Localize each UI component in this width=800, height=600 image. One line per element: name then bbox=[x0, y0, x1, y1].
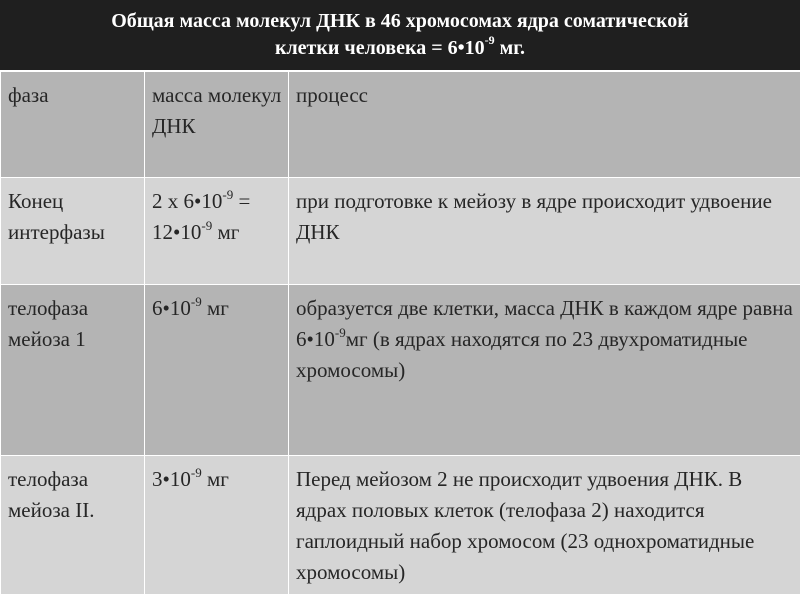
mass-text: = 12•10 bbox=[152, 189, 251, 244]
header-mass: масса молекул ДНК bbox=[145, 72, 289, 178]
cell-phase: телофаза мейоза II. bbox=[1, 456, 145, 595]
slide-title bbox=[0, 0, 800, 70]
mass-unit: мг bbox=[201, 296, 229, 320]
cell-process: при подготовке к мейозу в ядре происходит удвоение ДНК bbox=[289, 178, 800, 285]
cell-process: Перед мейозом 2 не происходит удвоения ДНК. В ядрах половых клеток (телофаза 2) находится гаплоидный набор хромосом (23 однохроматидные хромосомы) bbox=[289, 456, 800, 595]
cell-phase: телофаза мейоза 1 bbox=[1, 285, 145, 456]
cell-mass bbox=[145, 178, 289, 285]
mass-exponent: -9 bbox=[190, 294, 202, 309]
cell-phase: Конец интерфазы bbox=[1, 178, 145, 285]
title-line-2-unit: мг. bbox=[494, 37, 526, 59]
table-header-row bbox=[1, 72, 800, 178]
mass-exponent: -9 bbox=[222, 187, 234, 202]
mass-unit: мг bbox=[212, 220, 240, 244]
mass-text: 6•10 bbox=[152, 296, 191, 320]
process-text: мг (в ядрах находятся по 23 двухроматидные хромосомы) bbox=[296, 327, 748, 382]
mass-exponent: -9 bbox=[201, 218, 213, 233]
mass-exponent: -9 bbox=[190, 465, 202, 480]
title-line-2-text: клетки человека = 6•10 bbox=[274, 37, 485, 59]
cell-mass bbox=[145, 285, 289, 456]
title-line-2 bbox=[275, 35, 525, 62]
table-row bbox=[1, 178, 800, 285]
process-text: образуется две клетки, масса ДНК в каждом ядре равна 6•10 bbox=[296, 296, 793, 351]
mass-text: 3•10 bbox=[152, 467, 191, 491]
mass-unit: мг bbox=[201, 467, 229, 491]
cell-process bbox=[289, 285, 800, 456]
header-phase: фаза bbox=[1, 72, 145, 178]
dna-mass-table bbox=[0, 71, 800, 595]
process-exponent: -9 bbox=[334, 325, 346, 340]
mass-text: 2 х 6•10 bbox=[152, 189, 223, 213]
title-exponent: -9 bbox=[484, 33, 495, 48]
title-line-1: Общая масса молекул ДНК в 46 хромосомах ядра соматической bbox=[111, 10, 689, 32]
header-process: процесс bbox=[289, 72, 800, 178]
cell-mass bbox=[145, 456, 289, 595]
table-row bbox=[1, 456, 800, 595]
table-row bbox=[1, 285, 800, 456]
